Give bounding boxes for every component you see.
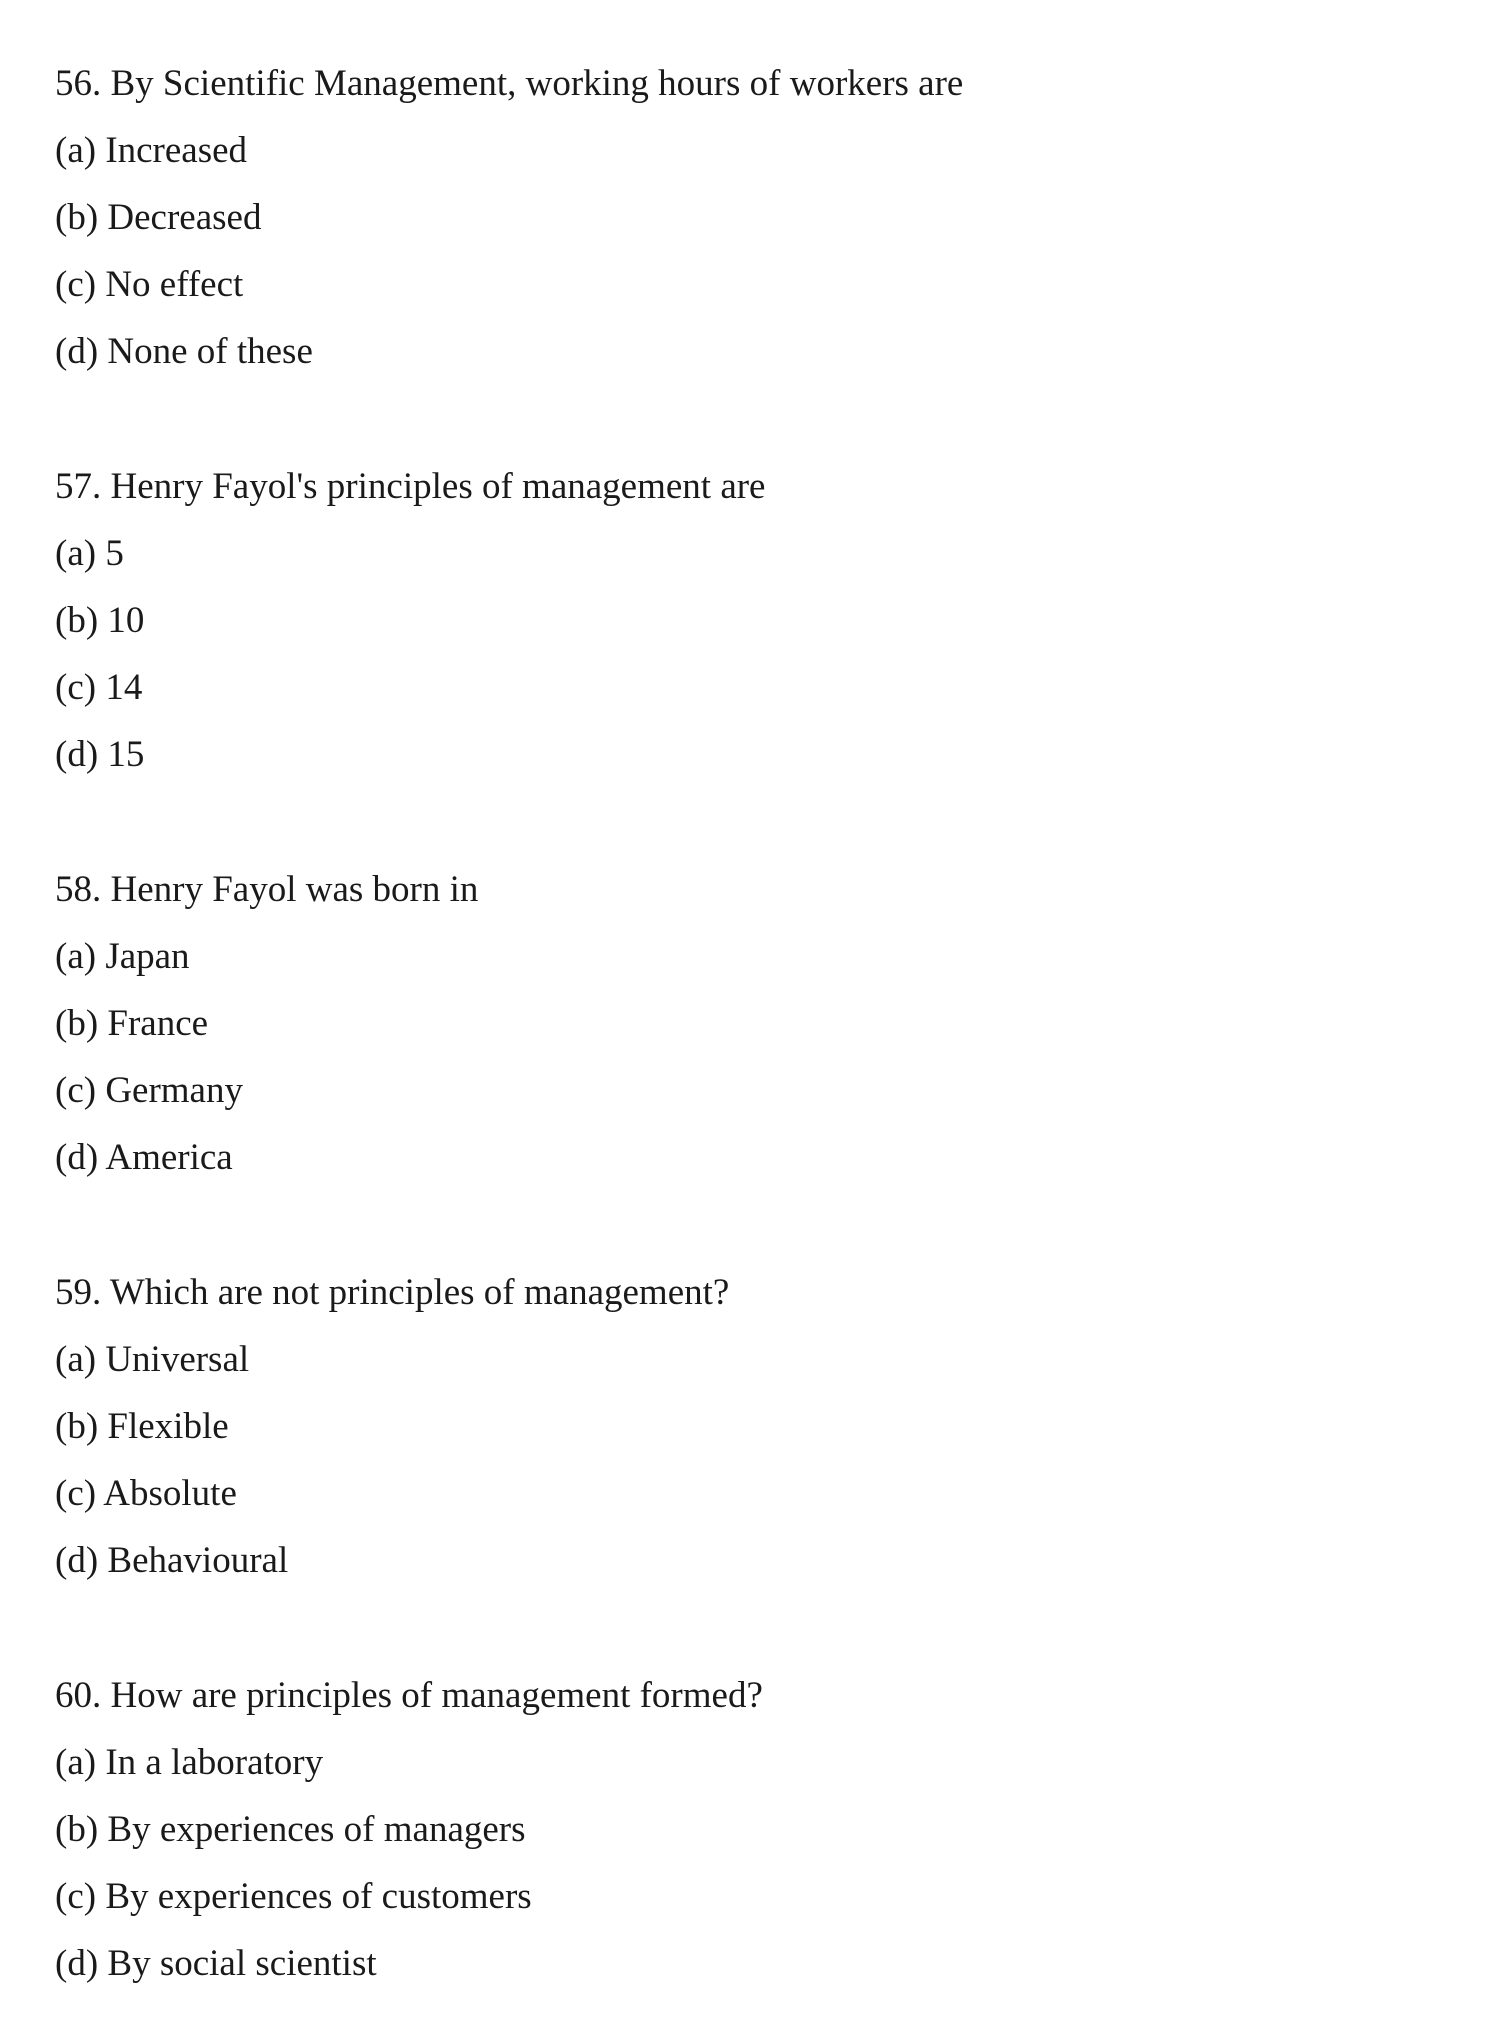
question-58 bbox=[55, 856, 1505, 1191]
option-c: (c) Absolute bbox=[55, 1473, 237, 1514]
option-a: (a) Increased bbox=[55, 130, 248, 171]
option-c: (c) Germany bbox=[55, 1070, 243, 1111]
question-57 bbox=[55, 453, 1505, 788]
question-text: 58. Henry Fayol was born in bbox=[55, 869, 479, 910]
option-b: (b) France bbox=[55, 1003, 209, 1044]
option-b: (b) 10 bbox=[55, 600, 145, 641]
option-d: (d) None of these bbox=[55, 331, 313, 372]
option-d: (d) America bbox=[55, 1137, 233, 1178]
option-c: (c) 14 bbox=[55, 667, 143, 708]
option-a: (a) Japan bbox=[55, 936, 190, 977]
option-a: (a) In a laboratory bbox=[55, 1742, 324, 1783]
option-d: (d) By social scientist bbox=[55, 1943, 377, 1984]
option-d: (d) 15 bbox=[55, 734, 145, 775]
option-b: (b) Flexible bbox=[55, 1406, 229, 1447]
question-56 bbox=[55, 50, 1505, 385]
option-c: (c) No effect bbox=[55, 264, 244, 305]
option-a: (a) Universal bbox=[55, 1339, 250, 1380]
question-text: 56. By Scientific Management, working hours of workers are bbox=[55, 63, 964, 104]
option-d: (d) Behavioural bbox=[55, 1540, 289, 1581]
question-60 bbox=[55, 1662, 1505, 1997]
question-text: 57. Henry Fayol's principles of management are bbox=[55, 466, 766, 507]
option-b: (b) Decreased bbox=[55, 197, 262, 238]
option-a: (a) 5 bbox=[55, 533, 124, 574]
question-text: 59. Which are not principles of management? bbox=[55, 1272, 730, 1313]
option-c: (c) By experiences of customers bbox=[55, 1876, 532, 1917]
question-59 bbox=[55, 1259, 1505, 1594]
option-b: (b) By experiences of managers bbox=[55, 1809, 526, 1850]
question-text: 60. How are principles of management formed? bbox=[55, 1675, 763, 1716]
